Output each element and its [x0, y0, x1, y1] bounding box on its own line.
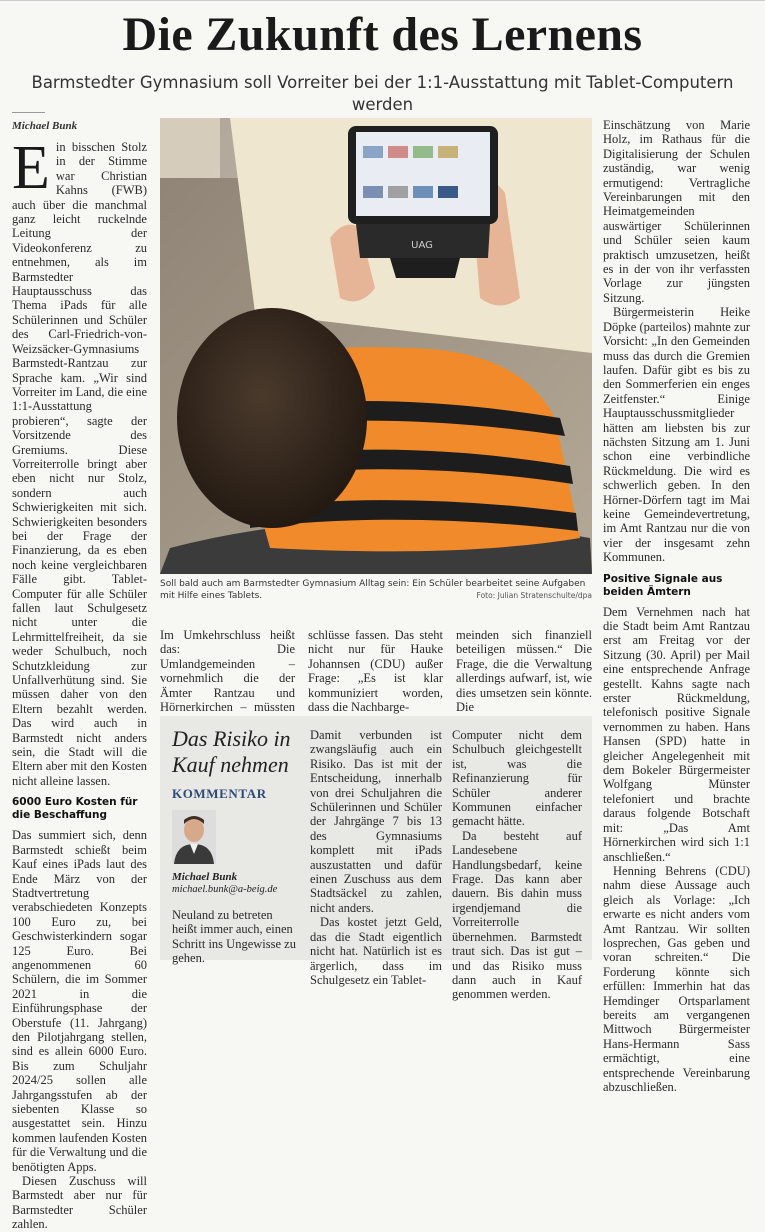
kommentar-column-3	[452, 728, 582, 1002]
paragraph: Diesen Zuschuss will Barmstedt aber nur für Barmstedter Schüler zahlen.	[12, 1174, 147, 1232]
paragraph: schlüsse fassen. Das steht nicht nur für Hauke Johannsen (CDU) außer Frage: „Es ist klar kommuniziert worden, dass die Nachbarge-	[308, 628, 443, 715]
author-byline: Michael Bunk	[12, 120, 78, 132]
paragraph: Damit verbunden ist zwangsläufig auch ein Risiko. Das ist mit der Entscheidung, innerhalb von drei Schuljahren die Schülerinnen und Schüler der Jahrgänge 7 bis 13 des Gymnasiums komplett mit iPads auszustatten und dafür einen Zuschuss aus dem Stadtsäckel zu zahlen, nicht anders.	[310, 728, 442, 915]
column-2	[160, 628, 295, 729]
paragraph: Dem Vernehmen nach hat die Stadt beim Amt Rantzau erst am Freitag vor der Sitzung (30. April) per Mail eine entsprechende Anfrage gestellt. Kahns sagte nach erster Rückmeldung, telefonisch positive Signale vernommen zu haben. Hans Hansen (SPD) hatte in gleicher Angelegenheit mit dem Bokeler Bürgermeister Wolfgang Münster telefoniert und brachte daraus folgende Botschaft mit: „Das Amt Hörnerkirchen wird sich 1:1 anschließen.“	[603, 604, 750, 864]
paragraph: Im Umkehrschluss heißt das: Die Umlandgemeinden – vornehmlich die der Ämter Rantzau und Hörnerkirchen – müssten	[160, 628, 295, 715]
kommentar-author: Michael Bunk	[172, 871, 238, 883]
photo-credit: Foto: Julian Stratenschulte/dpa	[476, 591, 592, 600]
kommentar-label: KOMMENTAR	[172, 786, 267, 801]
paragraph: Neuland zu betreten heißt immer auch, einen Schritt ins Ungewisse zu gehen.	[172, 908, 296, 966]
paragraph: in bisschen Stolz in der Stimme war Christian Kahns (FWB) auch über die manchmal ganz leicht ruckelnde Leitung der Videokonferenz zu entnehmen, als im Barmstedter Hauptausschuss das Thema iPads für alle Schülerinnen und Schüler des Carl-Friedrich-von-Weizsäcker-Gymnasiums Barmstedt-Rantzau zur Sprache kam. „Wir sind Vorreiter im Land, die eine 1:1-Ausstattung probieren“, sagte der Vorsitzende des Gremiums. Diese Vorreiterrolle bringt aber eben nicht nur Stolz, sondern auch Schwierigkeiten mit sich. Schwierigkeiten besonders bei der Frage der Finanzierung, da es eben noch keine vergleichbaren Fälle gibt. Tablet-Computer für alle Schüler fallen laut Schulgesetz nicht unter die Lehrmittelfreiheit, da sie weder Schulbuch, noch Schutzkleidung zur Unfallverhütung sind. Sie müssen daher von den Eltern bezahlt werden. Das wird auch in Barmstedt nicht anders sein, die Stadt will die Eltern aber mit den Kosten nicht alleine lassen.	[12, 140, 147, 788]
paragraph: Das kostet jetzt Geld, das die Stadt eigentlich nicht hat. Natürlich ist es ärgerlich, dass im Schulgesetz ein Tablet-	[310, 915, 442, 987]
paragraph: Computer nicht dem Schulbuch gleichgestellt ist, was die Refinanzierung für Schüler anderer Kommunen einfacher gemacht hätte.	[452, 728, 582, 829]
kommentar-column-2	[310, 728, 442, 987]
kommentar-box	[160, 716, 592, 1002]
dropcap: E	[12, 134, 50, 202]
page-top-rule	[0, 0, 765, 1]
article-photo	[160, 118, 592, 574]
paragraph: Da besteht auf Landesebene Handlungsbedarf, keine Frage. Das kann aber dauern. Bis dahin muss irgendjemand die Vorreiterrolle übernehmen. Barmstedt traut sich. Das ist gut – und das Risiko muss dann auch in Kauf genommen werden.	[452, 828, 582, 1002]
subheadline: Barmstedter Gymnasium soll Vorreiter bei der 1:1-Ausstattung mit Tablet-Computern werden	[31, 73, 734, 114]
column-4	[456, 628, 592, 714]
subheading: Positive Signale aus beiden Ämtern	[603, 572, 723, 598]
kommentar-title: Das Risiko in Kauf nehmen	[172, 726, 291, 777]
author-rule	[12, 112, 45, 113]
tablet-case-brand: UAG	[411, 240, 433, 251]
photo-student-with-tablet	[160, 118, 592, 574]
subheading: 6000 Euro Kosten für die Beschaffung	[12, 796, 138, 822]
column-1	[12, 134, 147, 1232]
column-3	[308, 628, 443, 714]
kommentar-lead	[172, 908, 300, 966]
author-portrait-icon	[172, 810, 216, 864]
photo-caption	[160, 578, 592, 602]
caption-text: Soll bald auch am Barmstedter Gymnasium Alltag sein: Ein Schüler bearbeitet seine Aufgaben mit Hilfe eines Tablets.	[160, 579, 586, 601]
author-avatar	[172, 810, 216, 864]
paragraph: Henning Behrens (CDU) nahm diese Aussage auch gleich als Vorlage: „Ich erwarte es nicht anders vom Amt Rantzau. Wir sollten losprechen, Gas geben und voran schreiten.“ Die Forderung könnte sich erfüllen: Immerhin hat das Hemdinger Ortsparlament bereits am vergangenen Mittwoch Bürgermeister Hans-Hermann Sass ermächtigt, eine entsprechende Vereinbarung abzuschließen.	[603, 863, 750, 1094]
kommentar-email: michael.bunk@a-beig.de	[172, 884, 278, 895]
column-5	[603, 118, 750, 1094]
paragraph: Das summiert sich, denn Barmstedt schießt beim Kauf eines iPads laut des Ende März von der Stadtvertretung verabschiedeten Konzepts 100 Euro zu, bei Geschwisterkindern sogar 125 Euro. Bei angenommenen 60 Schülern, die im Sommer 2021 in die Einführungsphase der Oberstufe (11. Jahrgang) den Pilotjahrgang stellen, sind es allein 6000 Euro. Bis zum Schuljahr 2024/25 sollen alle Jahrgangsstufen ab der siebenten Klasse so ausgestattet sein. Hinzu kommen laufenden Kosten für die Verwaltung und die benötigten Apps.	[12, 828, 147, 1174]
paragraph: Bürgermeisterin Heike Döpke (parteilos) mahnte zur Vorsicht: „In den Gemeinden muss das durch die Gremien laufen. Dafür gibt es bis zu den Sommerferien ein enges Zeitfenster.“ Einige Hauptausschussmitglieder hätten am liebsten bis zur nächsten Sitzung am 1. Juni schon eine verbindliche Rückmeldung. Die wird es schwerlich geben. In den Hörner-Dörfern tagt im Mai keine Gemeindevertretung, im Amt Rantzau nur die von vier der insgesamt zehn Kommunen.	[603, 305, 750, 565]
headline: Die Zukunft des Lernens	[122, 8, 643, 61]
paragraph: meinden sich finanziell beteiligen müssen.“ Die Frage, die die Verwaltung allerdings aufwarf, ist, wie dies umsetzen sein könnte. Die	[456, 628, 592, 715]
paragraph: Einschätzung von Marie Holz, im Rathaus für die Digitalisierung der Schulen zuständig, war wenig ermutigend: Vertragliche Vereinbarungen mit den Heimatgemeinden auswärtiger Schülerinnen und Schüler seien kaum praktisch umzusetzen, heißt es in der von ihr verfassten Vorlage zur jüngsten Sitzung.	[603, 118, 750, 305]
